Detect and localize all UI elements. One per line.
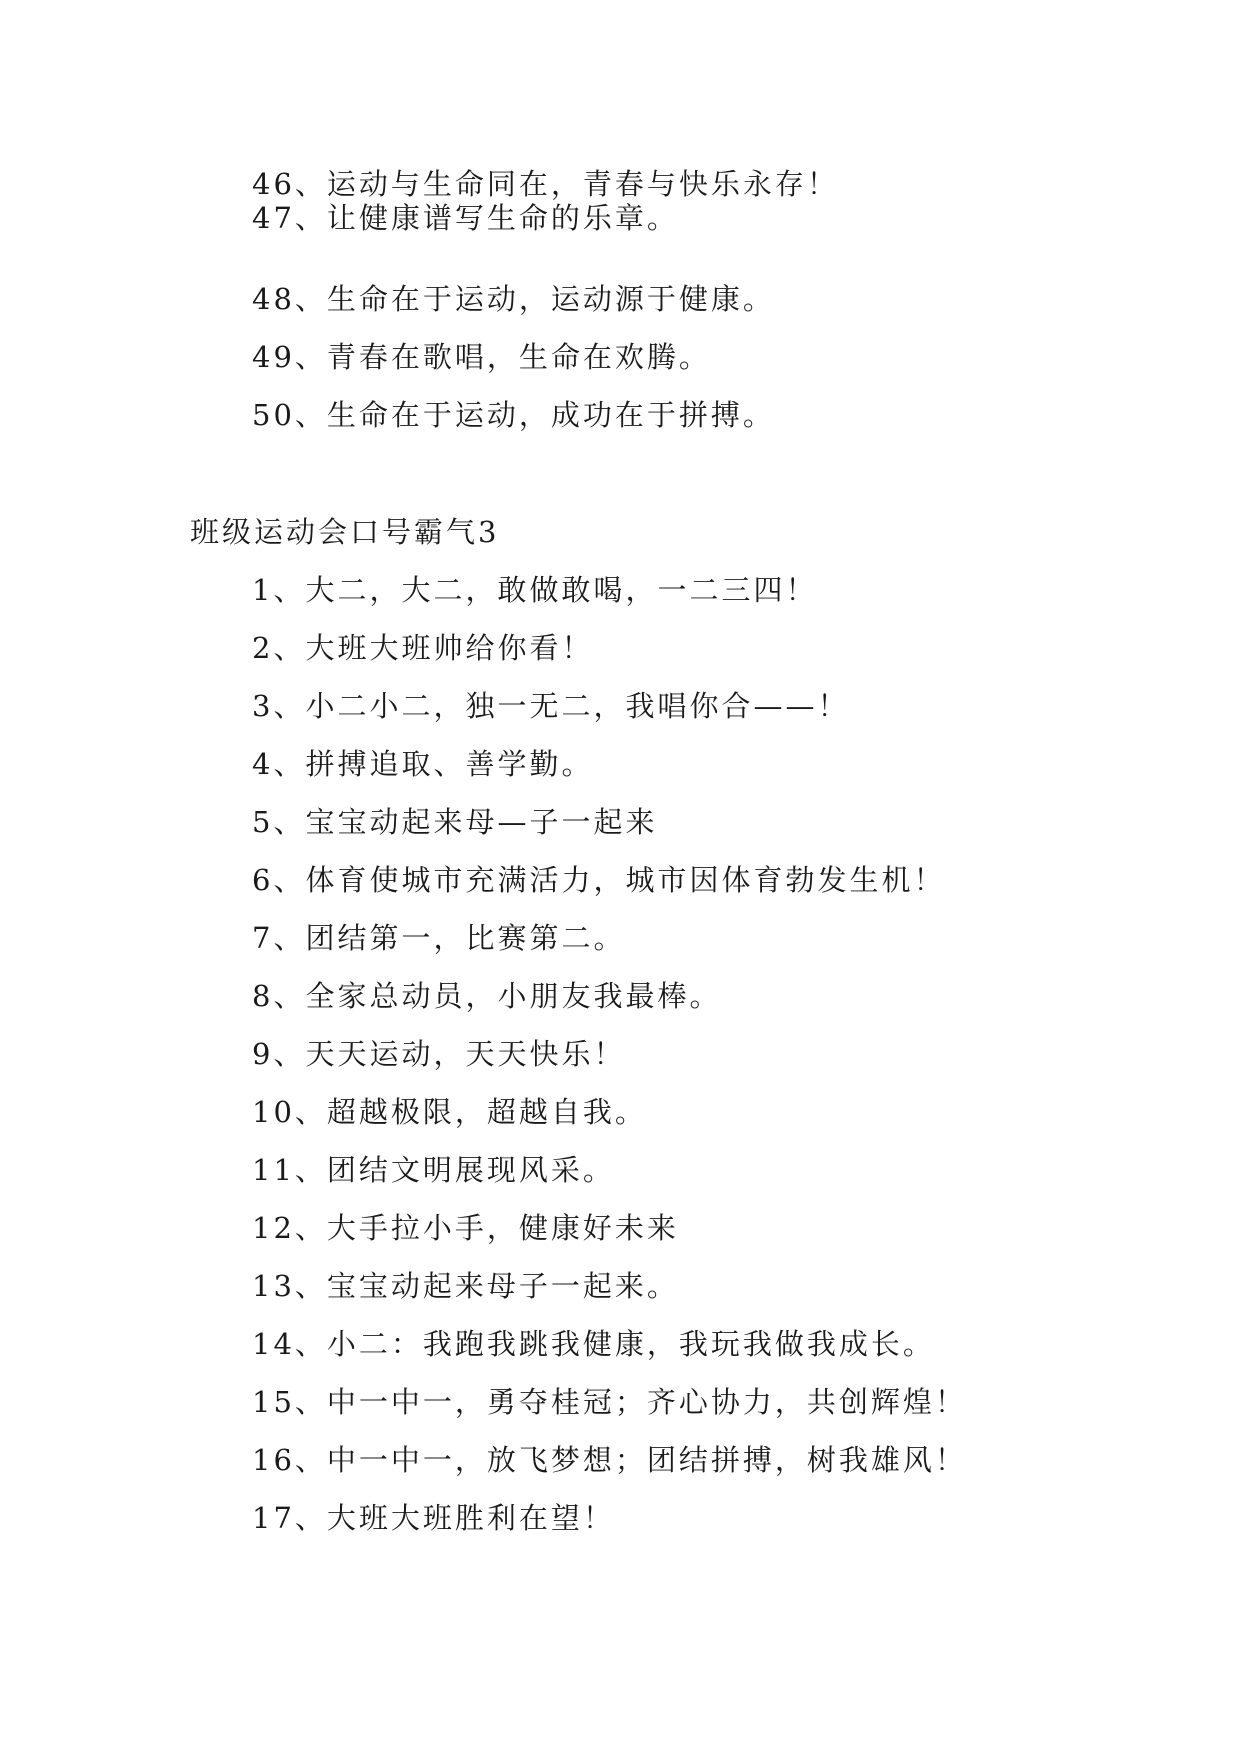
slogan-item-13: 13、宝宝动起来母子一起来。 [252,1269,679,1303]
slogan-item-8: 8、全家总动员，小朋友我最棒。 [252,979,722,1013]
slogan-item-7: 7、团结第一，比赛第二。 [252,921,626,955]
slogan-item-11: 11、团结文明展现风采。 [252,1153,615,1187]
slogan-item-5: 5、宝宝动起来母—子一起来 [252,805,658,839]
slogan-item-1: 1、大二，大二，敢做敢喝，一二三四！ [252,573,818,607]
slogan-item-3: 3、小二小二，独一无二，我唱你合——！ [252,689,850,723]
section-heading: 班级运动会口号霸气3 [190,515,500,549]
slogan-item-6: 6、体育使城市充满活力，城市因体育勃发生机！ [252,863,946,897]
slogan-item-10: 10、超越极限，超越自我。 [252,1095,647,1129]
slogan-item-16: 16、中一中一，放飞梦想；团结拼搏，树我雄风！ [252,1443,967,1477]
slogan-item-46: 46、运动与生命同在，青春与快乐永存！ [252,167,839,201]
slogan-item-14: 14、小二：我跑我跳我健康，我玩我做我成长。 [252,1327,935,1361]
slogan-item-48: 48、生命在于运动，运动源于健康。 [252,282,775,316]
slogan-item-50: 50、生命在于运动，成功在于拼搏。 [252,398,775,432]
slogan-item-49: 49、青春在歌唱，生命在欢腾。 [252,340,711,374]
slogan-item-2: 2、大班大班帅给你看！ [252,631,594,665]
slogan-item-17: 17、大班大班胜利在望！ [252,1501,615,1535]
slogan-item-9: 9、天天运动，天天快乐！ [252,1037,626,1071]
slogan-item-15: 15、中一中一，勇夺桂冠；齐心协力，共创辉煌！ [252,1385,967,1419]
slogan-item-12: 12、大手拉小手，健康好未来 [252,1211,679,1245]
slogan-item-4: 4、拼搏追取、善学勤。 [252,747,594,781]
slogan-item-47: 47、让健康谱写生命的乐章。 [252,201,679,235]
